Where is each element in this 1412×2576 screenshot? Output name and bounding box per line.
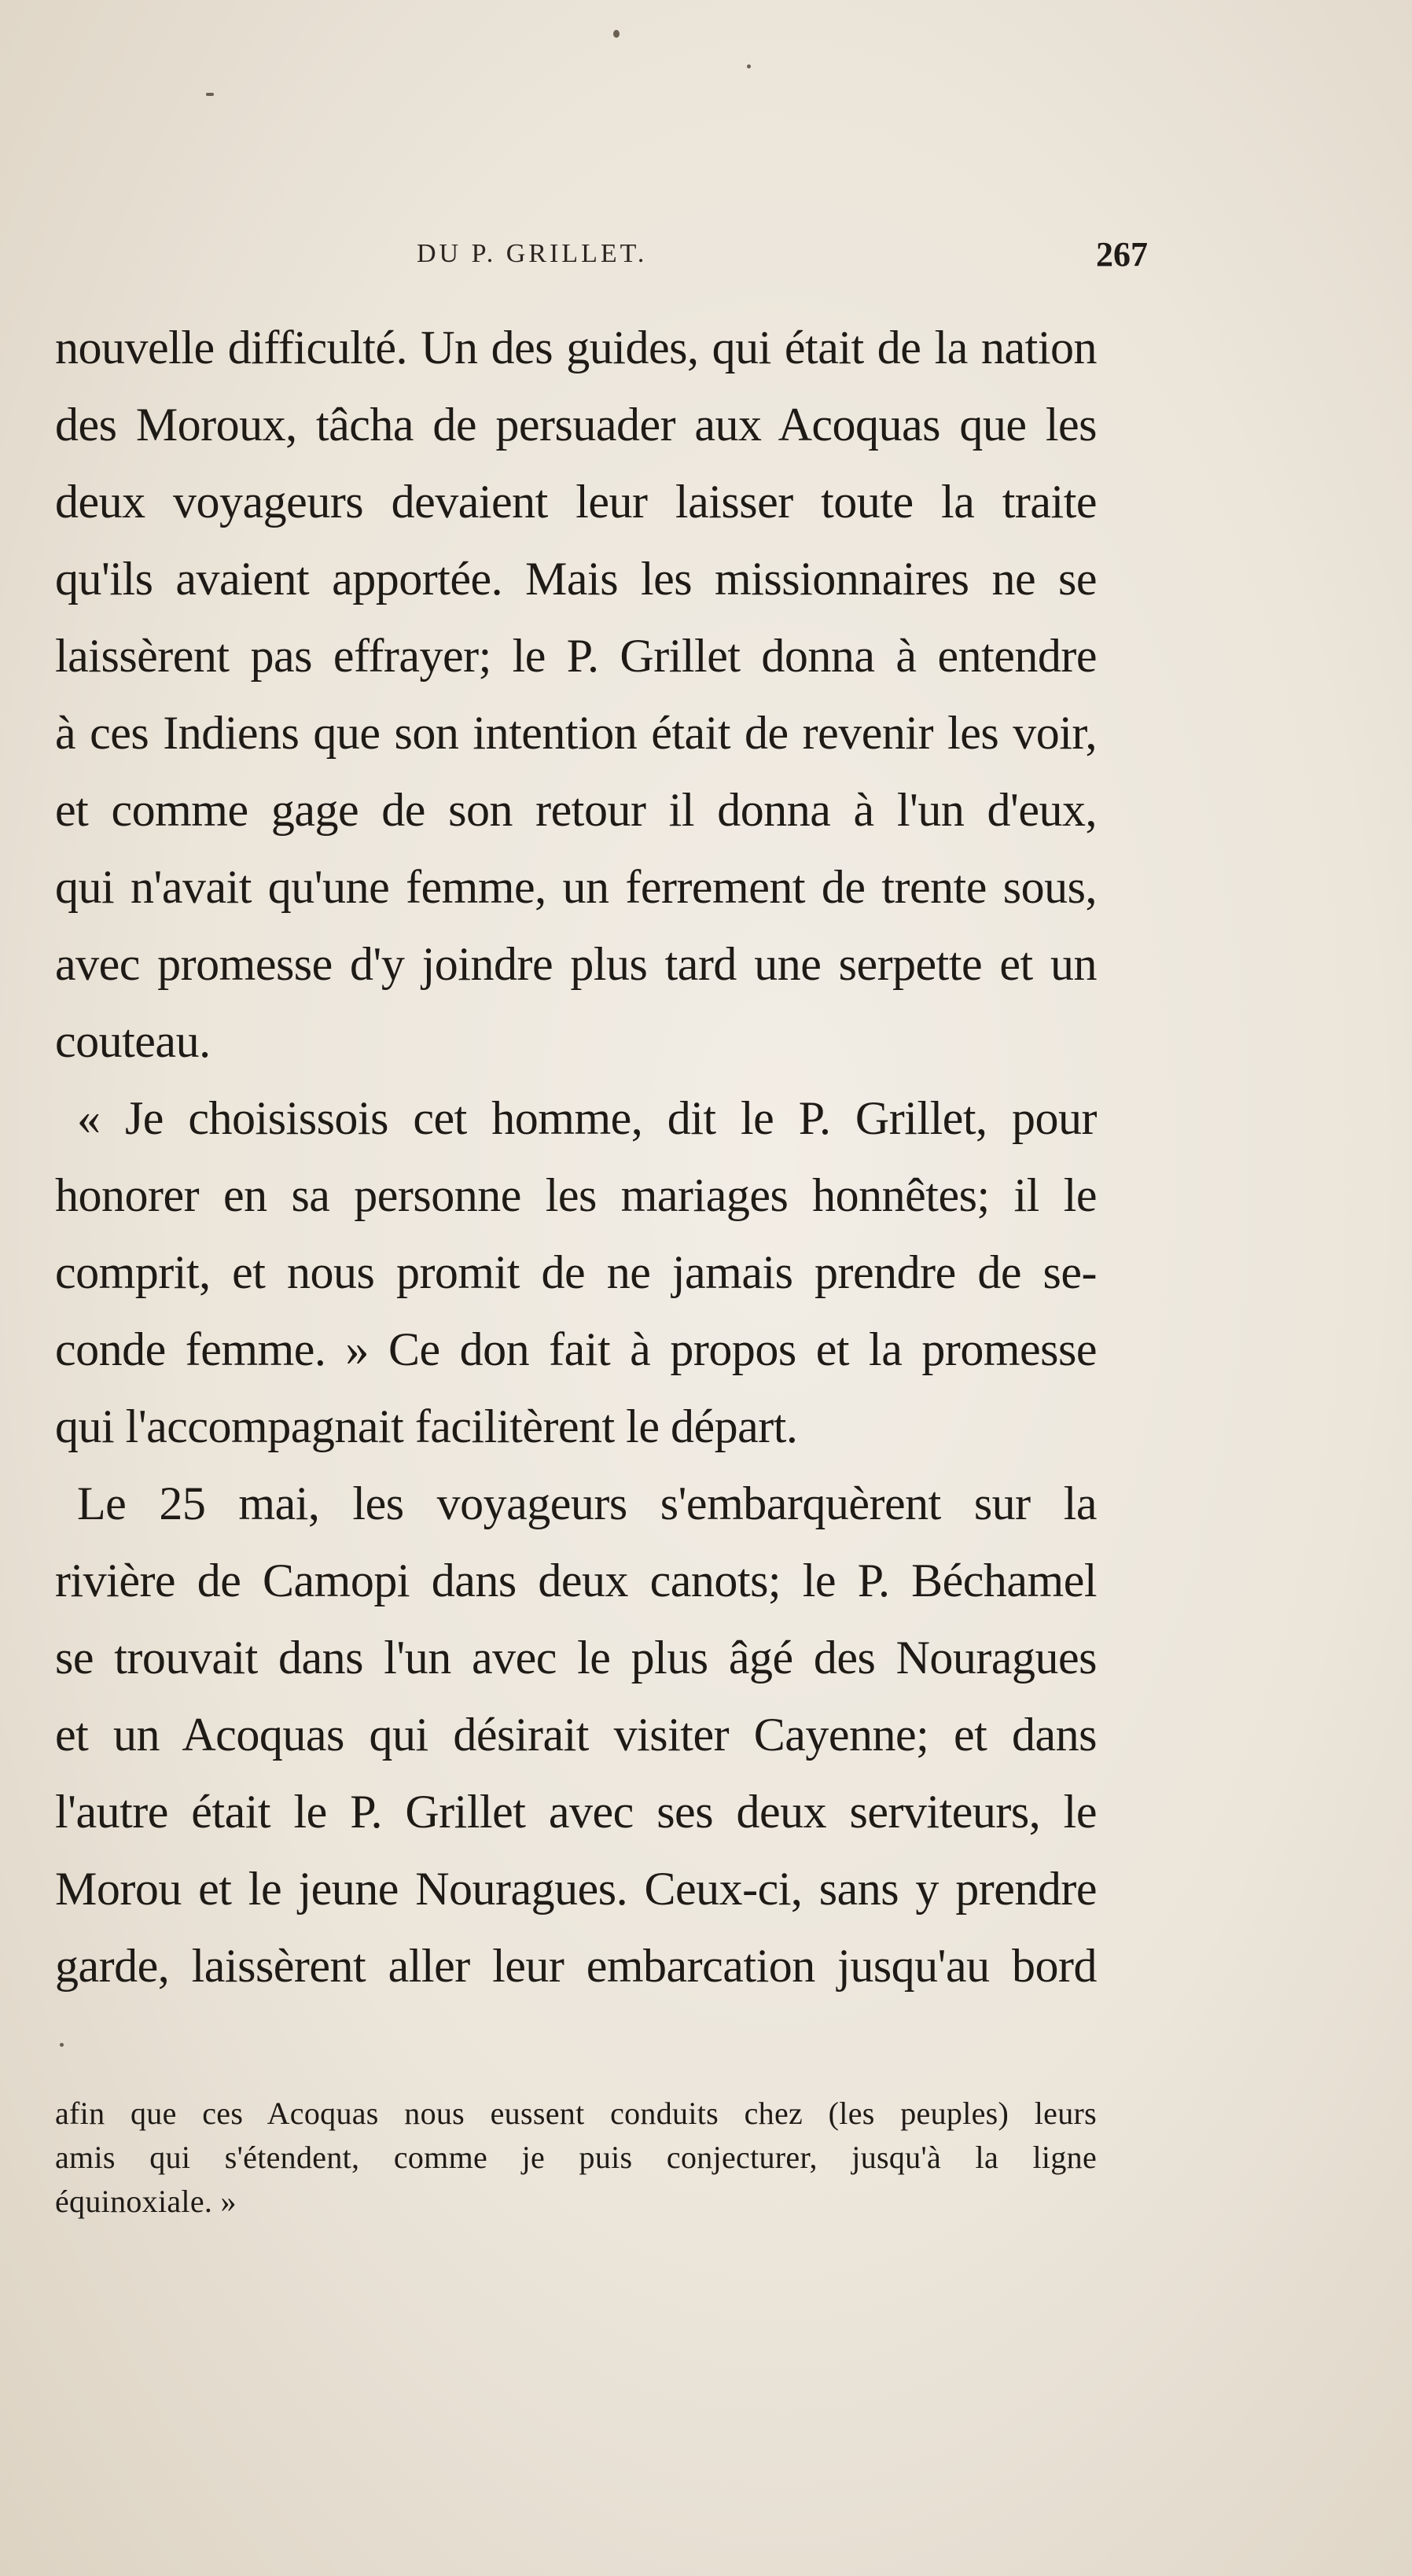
body-line: couteau. <box>55 1015 211 1067</box>
body-line: qui l'accompagnait facilitèrent le départ. <box>55 1400 798 1452</box>
body-line: à ces Indiens que son intention était de revenir les voir, <box>55 707 1097 759</box>
body-line: Morou et le jeune Nouragues. Ceux-ci, sans y prendre <box>55 1863 1097 1915</box>
body-line: honorer en sa personne les mariages honnêtes; il le <box>55 1169 1097 1221</box>
body-line: nouvelle difficulté. Un des guides, qui était de la nation <box>55 322 1097 374</box>
body-line: avec promesse d'y joindre plus tard une serpette et un <box>55 938 1097 990</box>
body-line: l'autre était le P. Grillet avec ses deux serviteurs, le <box>55 1786 1097 1838</box>
body-line: qu'ils avaient apportée. Mais les missionnaires ne se <box>55 553 1097 605</box>
body-line: et un Acoquas qui désirait visiter Cayenne; et dans <box>55 1709 1097 1761</box>
body-line: deux voyageurs devaient leur laisser toute la traite <box>55 476 1097 528</box>
page-number: 267 <box>1096 235 1148 274</box>
body-line: laissèrent pas effrayer; le P. Grillet donna à entendre <box>55 630 1097 682</box>
footnote <box>55 2092 1097 2224</box>
body-text <box>55 309 1097 2004</box>
body-line: garde, laissèrent aller leur embarcation jusqu'au bord <box>55 1940 1097 1992</box>
body-line: se trouvait dans l'un avec le plus âgé des Nouragues <box>55 1632 1097 1684</box>
body-line: « Je choisissois cet homme, dit le P. Grillet, pour <box>77 1092 1097 1144</box>
footnote-line: amis qui s'étendent, comme je puis conjecturer, jusqu'à la ligne <box>55 2140 1097 2175</box>
running-title: DU P. GRILLET. <box>417 239 648 268</box>
body-line: qui n'avait qu'une femme, un ferrement de trente sous, <box>55 861 1097 913</box>
page-header <box>55 234 1148 282</box>
footnote-line: équinoxiale. » <box>55 2184 237 2219</box>
paper-speck <box>60 2043 64 2047</box>
body-line: comprit, et nous promit de ne jamais prendre de se- <box>55 1246 1097 1298</box>
body-line: rivière de Camopi dans deux canots; le P. Béchamel <box>55 1555 1097 1606</box>
paper-speck <box>613 30 620 38</box>
paper-speck <box>747 64 751 68</box>
body-line: conde femme. » Ce don fait à propos et la promesse <box>55 1323 1097 1375</box>
paper-speck <box>206 93 214 96</box>
body-line: des Moroux, tâcha de persuader aux Acoquas que les <box>55 399 1097 451</box>
footnote-line: afin que ces Acoquas nous eussent conduits chez (les peuples) leurs <box>55 2096 1097 2131</box>
body-line: Le 25 mai, les voyageurs s'embarquèrent sur la <box>77 1478 1097 1529</box>
body-line: et comme gage de son retour il donna à l'un d'eux, <box>55 784 1097 836</box>
